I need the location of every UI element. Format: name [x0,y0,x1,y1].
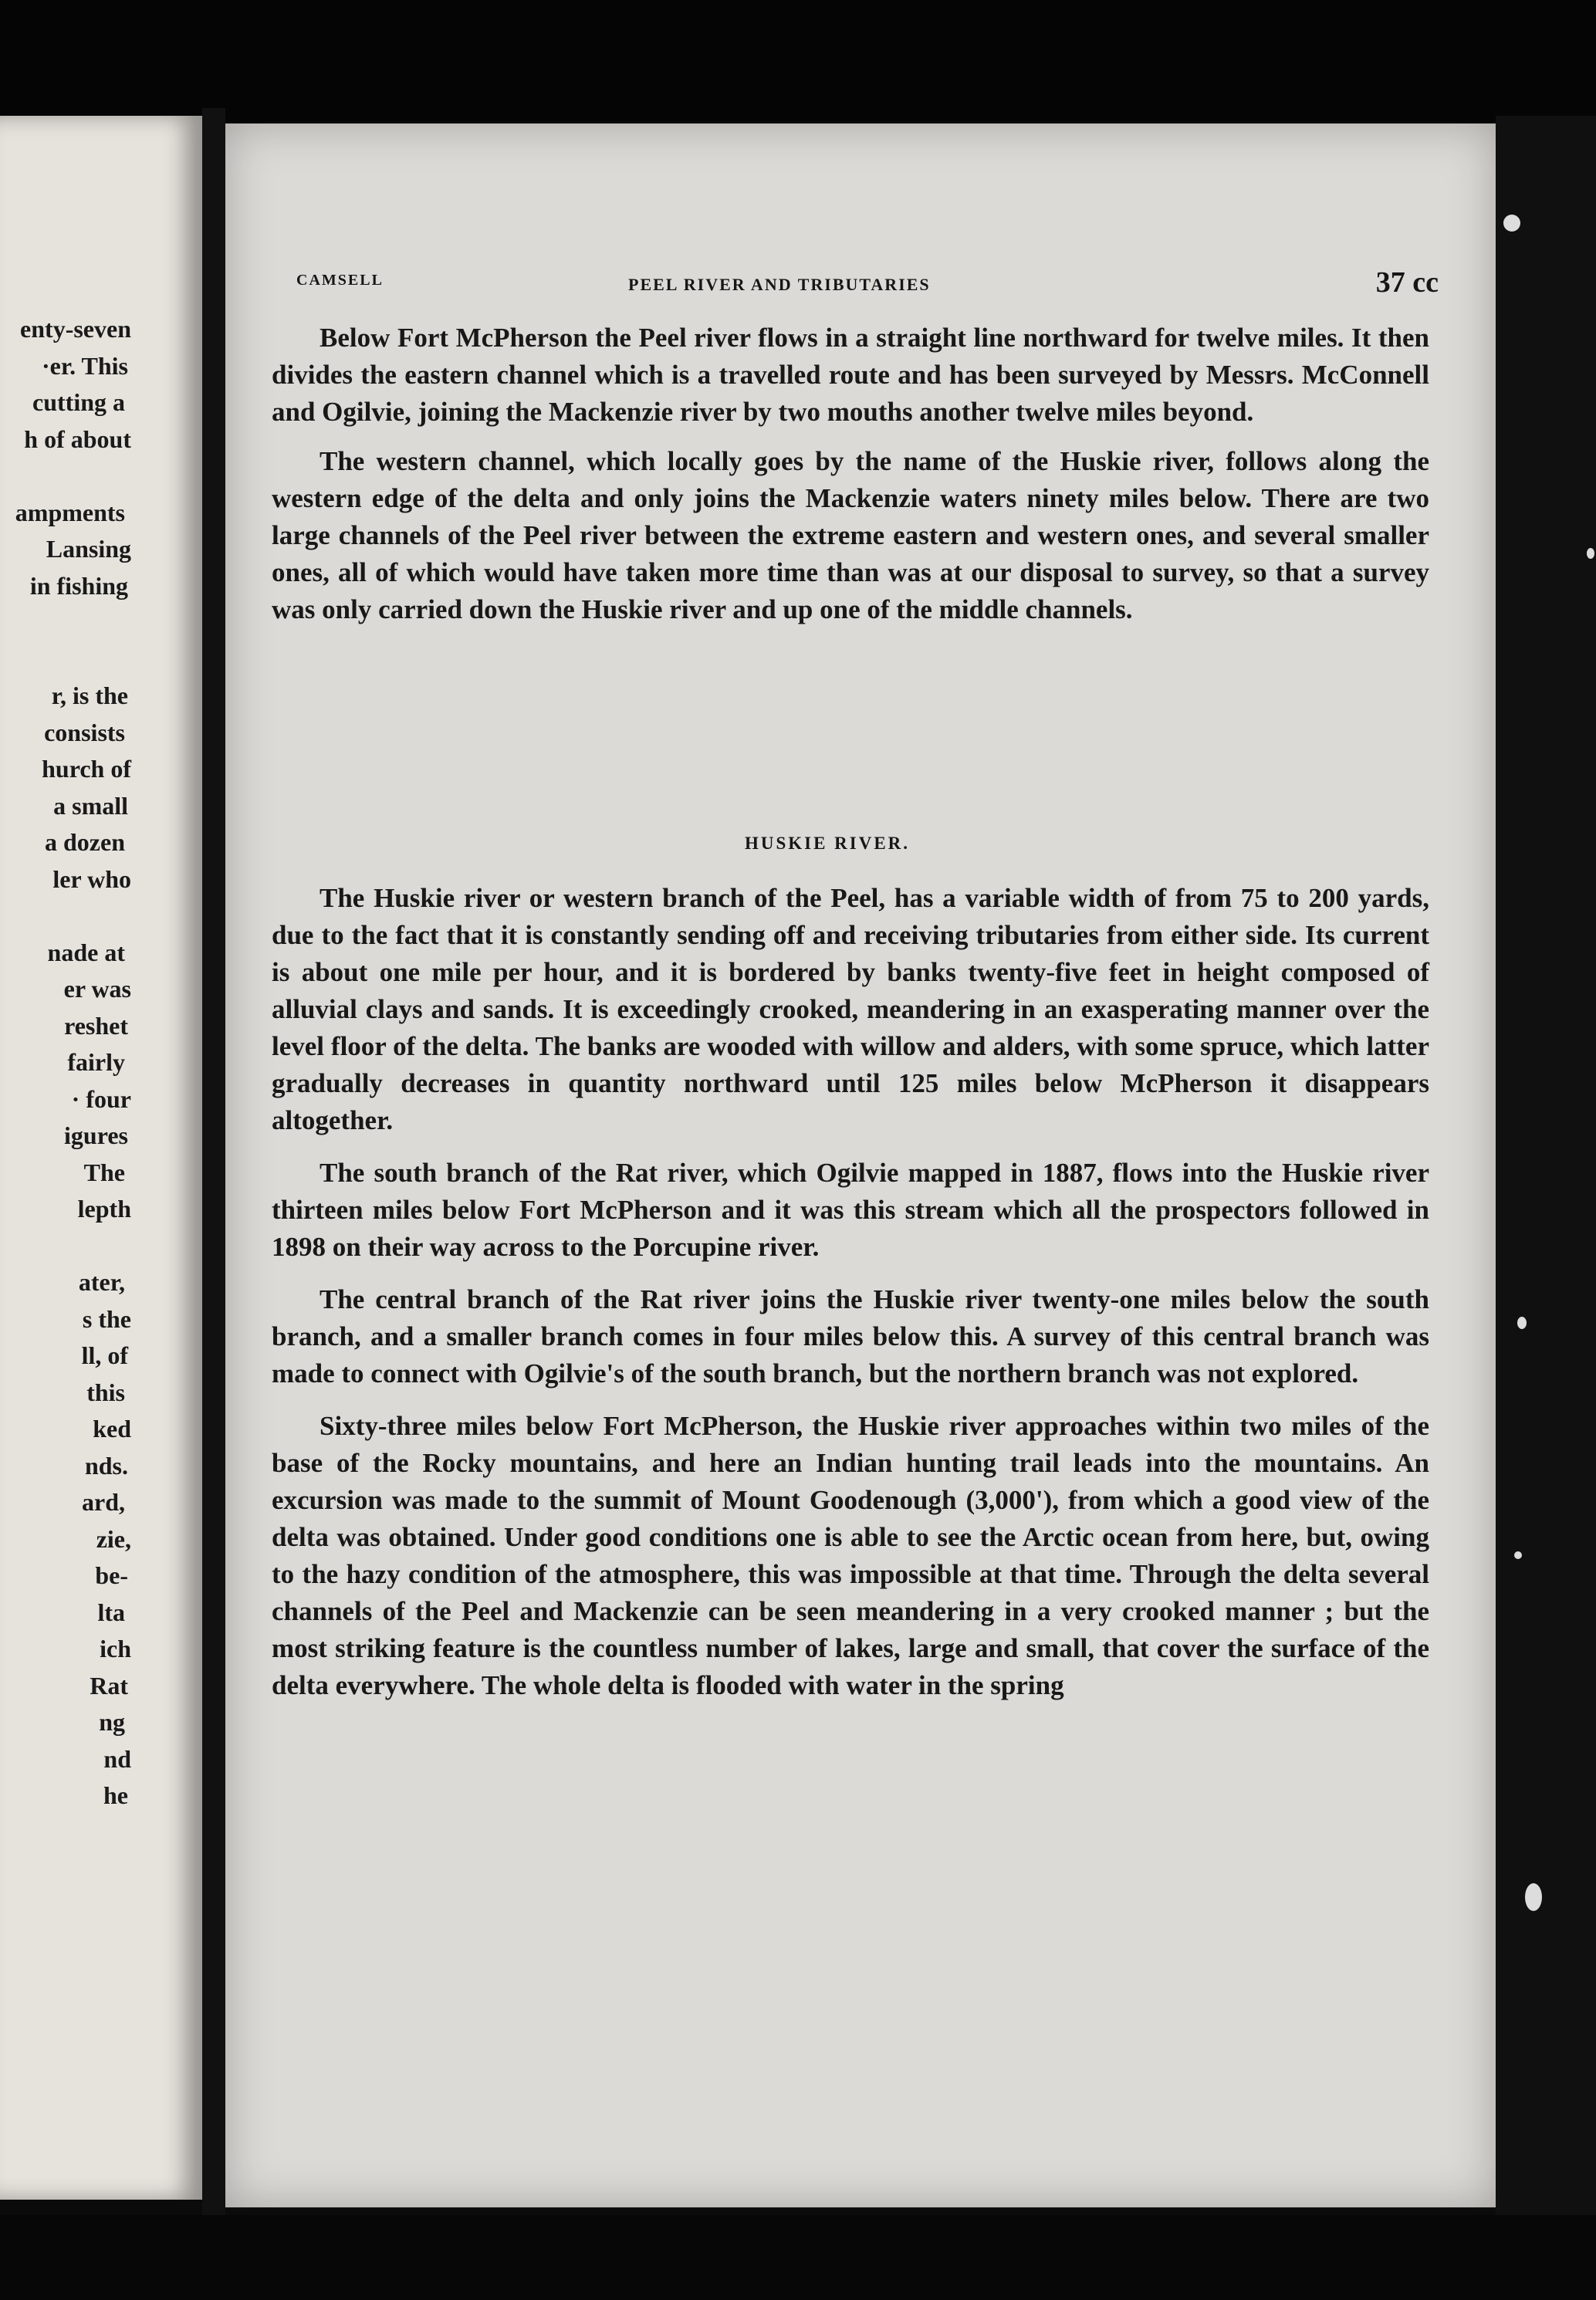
book-page [225,123,1496,2207]
running-head-author: CAMSELL [296,272,384,289]
book-gutter [202,108,225,2215]
facing-page-line: a small [53,791,128,820]
facing-page-line: zie, [96,1524,131,1553]
paragraph: Sixty-three miles below Fort McPherson, the Huskie river approaches within two miles of the base of the Rocky mountains, and here an Indian hunting trail leads into the mountains. An excursion was made to the summit of Mount Goodenough (3,000'), from which a good view of the delta was obtained. Under good conditions one is able to see the Arctic ocean from here, but, owing to the hazy condition of the atmosphere, this was impossible at that time. Through the delta several channels of the Peel and Mackenzie can be seen meandering in a very crooked manner ; but the most striking feature is the countless number of lakes, large and small, that cover the surface of the delta everywhere. The whole delta is flooded with water in the spring [272,1411,1429,1700]
paragraph: The Huskie river or western branch of the Peel, has a variable width of from 75 to 200 yards, due to the fact that it is constantly sending off and receiving tributaries from either side. Its current is about one mile per hour, and it is bordered by banks twenty-five feet in height composed of alluvial clays and sands. It is exceedingly crooked, meandering in an exasperating manner over the level floor of the delta. The banks are wooded with willow and alders, with some spruce, which latter gradually decreases in quantity northward until 125 miles below McPherson it disappears altogether. [272,883,1429,1135]
facing-page-line: nds. [84,1451,128,1480]
facing-page-line: ng [99,1708,125,1736]
facing-page-line: cutting a [32,388,125,416]
facing-page-line: enty-seven [20,315,131,343]
facing-page-line: this [86,1378,125,1406]
section-heading: HUSKIE RIVER. [744,834,911,853]
page-number: 37 cc [1375,266,1439,299]
running-head-title: PEEL RIVER AND TRIBUTARIES [628,275,931,294]
facing-page-line: in fishing [29,571,128,600]
facing-page-line: ler who [52,864,131,893]
facing-page-line: ich [100,1635,131,1662]
facing-page-line: s the [82,1304,131,1333]
facing-page-fragment [0,116,202,2200]
scan-speck [1517,1317,1527,1329]
facing-page-line: er was [63,975,131,1003]
scan-speck [1525,1883,1542,1911]
facing-page-line: nd [103,1744,131,1773]
facing-page-line: ard, [82,1488,125,1516]
paragraph: The south branch of the Rat river, which Ogilvie mapped in 1887, flows into the Huskie river thirteen miles below Fort McPherson and it was this stream which all the prospectors followed in 1898 on their way across to the Porcupine river. [272,1158,1429,1262]
scan-speck [1503,215,1520,232]
facing-page-line: r, is the [51,682,128,709]
paragraph: The western channel, which locally goes by the name of the Huskie river, follows along the western edge of the delta and only joins the Mackenzie waters ninety miles below. There are two large channels of the Peel river between the extreme eastern and western ones, and several smaller ones, all of which would have taken more time than was at our disposal to survey, so that a survey was only carried down the Huskie river and up one of the middle channels. [272,446,1429,624]
facing-page-line: Lansing [46,535,131,563]
scan-speck [1587,548,1594,559]
facing-page-line: The [83,1158,125,1186]
facing-page-line: consists [44,718,125,746]
facing-page-line: ampments [15,498,125,526]
facing-page-line: lta [97,1598,125,1626]
facing-page-line: a dozen [45,828,125,856]
scan-top-border [0,0,1596,131]
facing-page-line: he [103,1781,128,1809]
facing-page-line: reshet [64,1011,128,1040]
facing-page-line: fairly [67,1048,125,1076]
paragraph: Below Fort McPherson the Peel river flows in a straight line northward for twelve miles. It then divides the eastern channel which is a travelled route and has been surveyed by Messrs. McConnell and Ogilvie, joining the Mackenzie river by two mouths another twelve miles beyond. [272,323,1429,427]
facing-page-line: hurch of [42,755,131,783]
facing-page-line: · four [71,1084,131,1113]
body-text-top [272,320,1429,628]
facing-page-line: nade at [47,938,125,966]
facing-page-line: ll, of [81,1341,128,1369]
facing-page-line: ater, [78,1268,125,1296]
running-head [296,266,1439,304]
scan-speck [1514,1551,1522,1559]
facing-page-line: ked [93,1415,131,1443]
scan-bottom-border [0,2215,1596,2300]
facing-page-line: lepth [77,1195,131,1223]
facing-page-line: be- [95,1561,128,1589]
facing-page-line: igures [64,1121,128,1149]
scan-right-border [1496,116,1596,2215]
facing-page-line: h of about [24,424,131,453]
facing-page-line: Rat [90,1671,128,1700]
body-text-bottom [272,880,1429,1704]
facing-page-line: ·er. This [41,351,128,380]
paragraph: The central branch of the Rat river joins the Huskie river twenty-one miles below the south branch, and a smaller branch comes in four miles below this. A survey of this central branch was made to connect with Ogilvie's of the south branch, but the northern branch was not explored. [272,1284,1429,1388]
